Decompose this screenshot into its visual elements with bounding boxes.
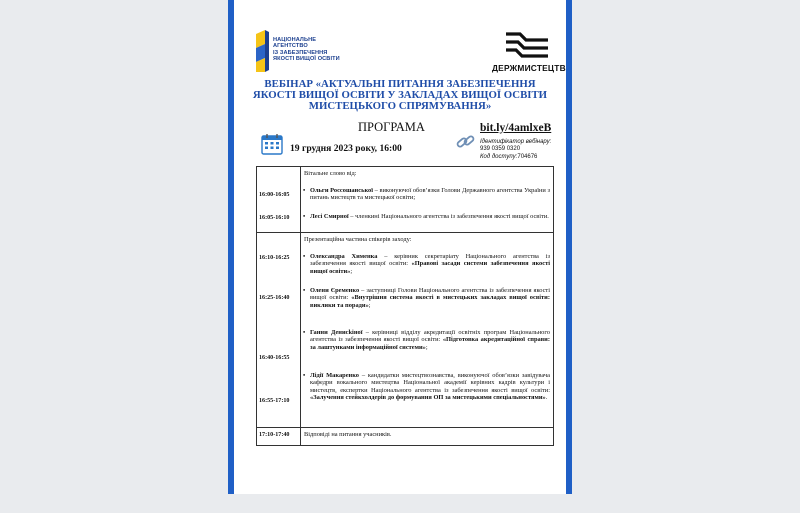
nazyavo-logo-text: НАЦІОНАЛЬНЕ АГЕНТСТВО ІЗ ЗАБЕЗПЕЧЕННЯ ЯКОСТІ ВИЩОЇ ОСВІТИ [273,37,340,63]
webinar-id-value: 939 0359 0320 [480,146,521,153]
nazyavo-logo-icon [256,30,270,72]
welcome-speaker-1 [310,187,550,202]
speaker-role: – керівниці відділу акредитації освітніх програм Національного агентства із забезпечення якості вищої освіти: [310,329,550,344]
presenter-3 [310,329,550,351]
speaker-name: Ольги Россошанської [310,187,374,194]
welcome-speaker-2 [310,213,550,220]
programme-heading: ПРОГРАМА [358,120,425,134]
punctuation: ; [425,343,428,351]
derzhmystetstv-logo [492,30,564,76]
talk-topic: «Залучення стейкхолдерів до формування ОП за мистецькими спеціальностями» [310,394,546,402]
webinar-title: ВЕБІНАР «АКТУАЛЬНІ ПИТАННЯ ЗАБЕЗПЕЧЕННЯ ЯКОСТІ ВИЩОЇ ОСВІТИ У ЗАКЛАДАХ ВИЩОЇ ОСВІТИ МИСТЕЦЬКОГО СПРЯМУВАННЯ» [252,78,548,113]
speaker-role: – заступниці Голови Національного агентства із забезпечення якості вищої освіти: [310,287,550,302]
derzhmystetstv-logo-text: ДЕРЖМИСТЕЦТВ [492,63,566,73]
time-slot: 16:05-16:10 [259,215,290,221]
punctuation: ; [350,267,353,275]
speaker-name: Олександра Хименка [310,253,378,260]
programme-table [256,166,554,446]
time-slot: 16:00-16:05 [259,192,290,198]
program-poster [228,0,572,494]
access-code-value: 704676 [517,153,538,160]
table-row-divider [257,232,553,233]
table-row-divider [257,427,553,428]
talk-topic: «Внутрішня система якості в мистецьких закладах вищої освіти: виклики та поради» [310,294,550,309]
speaker-name: Ганни Денисkіної [310,329,363,336]
time-slot: 16:25-16:40 [259,295,290,301]
speaker-role: – кандидатки мистецтвознавства, виконуючої обов’язки завідувача кафедри вокального мистецтва Національної академії керівних кадрів культури і мистецтв, експертки Національного агентства із забезпечення якості вищої освіти: [310,372,550,394]
presentation-heading: Презентаційна частина спікерів заходу: [304,236,412,243]
derzhmystetstv-logo-icon [504,30,550,60]
page-bottom-margin [228,494,572,513]
calendar-icon [261,133,283,155]
speaker-role: – членкині Національного агентства із забезпечення якості вищої освіти. [348,213,549,220]
speaker-role: – керівник секретаріату Національного агентства із забезпечення якості вищої освіти: [310,253,550,268]
webinar-access-info [480,139,551,161]
table-column-divider [300,167,301,445]
time-slot: 16:10-16:25 [259,255,290,261]
presenter-2 [310,287,550,309]
time-slot: 17:10-17:40 [259,432,290,438]
presenter-4 [310,372,550,402]
qa-session: Відповіді на питання учасників. [304,431,392,438]
registration-link[interactable]: bit.ly/4amlxeB [480,122,552,134]
talk-topic: «Правові засади системи забезпечення якості вищої освіти» [310,260,550,275]
talk-topic: «Підготовка акредитаційної справи: за лаштунками інформаційної системи» [310,336,550,351]
access-code-label: Код доступу: [480,153,518,160]
nazyavo-logo [256,30,351,72]
webinar-date: 19 грудня 2023 року, 16:00 [290,143,402,154]
time-slot: 16:40-16:55 [259,355,290,361]
program-sheet [234,0,566,494]
speaker-name: Олени Єременко [310,287,360,294]
link-icon [456,133,476,151]
time-slot: 16:55-17:10 [259,398,290,404]
speaker-role: – виконуючої обов’язки Голови Державного агентства України з питань мистецтв та мистецької освіти; [310,187,550,202]
welcome-heading: Вітальне слово від: [304,170,357,177]
punctuation: . [545,394,548,402]
speaker-name: Лідії Макаренко [310,372,360,379]
webinar-id-label: Ідентифікатор вебінару: [480,139,552,145]
punctuation: ; [368,301,371,309]
presenter-1 [310,253,550,275]
speaker-name: Лесі Смирної [310,213,349,220]
